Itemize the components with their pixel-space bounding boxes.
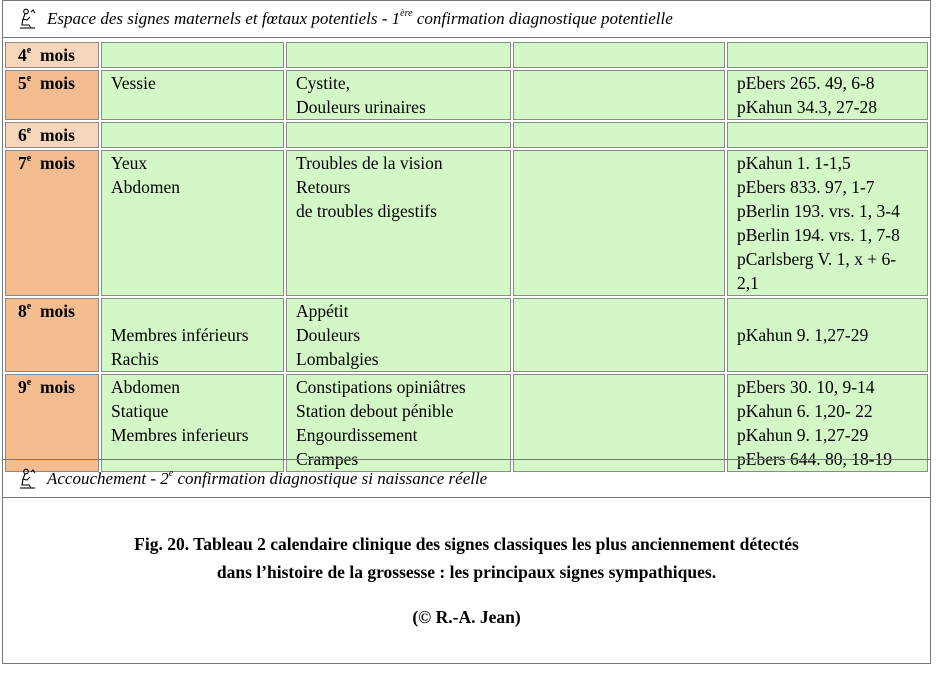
table-row: [5, 374, 928, 472]
cell-line: [111, 299, 283, 323]
month-sup: e: [26, 377, 32, 389]
cell-line: pKahun 6. 1,20- 22: [737, 401, 873, 421]
extra-cell: [513, 298, 725, 372]
organ-cell: [101, 374, 284, 472]
caption-line-2: dans l’histoire de la grossesse : les principaux signes sympathiques.: [216, 562, 717, 582]
signs-cell: [286, 70, 511, 120]
refs-cell: [727, 70, 928, 120]
cell-line: Station debout pénible: [296, 401, 454, 421]
month-cell: [5, 298, 99, 372]
month-cell: [5, 70, 99, 120]
month-number: 9: [18, 377, 27, 397]
seated-figure-hieroglyph-icon: [17, 8, 39, 30]
month-sup: e: [26, 45, 32, 57]
cell-line: pEbers 30. 10, 9-14: [737, 377, 875, 397]
refs-cell: [727, 298, 928, 372]
cell-line: Engourdissement: [296, 425, 418, 445]
table-row: [5, 42, 928, 68]
cell-line: Retours: [296, 177, 351, 197]
month-sup: e: [26, 73, 32, 85]
cell-line: pEbers 265. 49, 6-8: [737, 73, 875, 93]
refs-cell: [727, 150, 928, 296]
table-row: [5, 70, 928, 120]
extra-cell: [513, 70, 725, 120]
signs-cell: [286, 122, 511, 148]
signs-table: [3, 40, 930, 474]
cell-line: Membres inférieurs: [111, 325, 249, 345]
cell-line: pKahun 9. 1,27-29: [737, 425, 869, 445]
footer-text: Accouchement - 2e confirmation diagnostique si naissance réelle: [47, 467, 488, 488]
cell-line: Vessie: [111, 73, 156, 93]
organ-cell: [101, 122, 284, 148]
table-row: [5, 150, 928, 296]
cell-line: Douleurs: [296, 325, 361, 345]
cell-line: Rachis: [111, 349, 159, 369]
month-cell: [5, 122, 99, 148]
header-text: Espace des signes maternels et fœtaux potentiels - 1ère confirmation diagnostique potentielle: [47, 8, 673, 28]
month-number: 7: [18, 153, 27, 173]
cell-line: de troubles digestifs: [296, 201, 437, 221]
extra-cell: [513, 42, 725, 68]
refs-cell: [727, 42, 928, 68]
organ-cell: [101, 70, 284, 120]
cell-line: Constipations opiniâtres: [296, 377, 466, 397]
cell-line: pBerlin 193. vrs. 1, 3-4: [737, 201, 900, 221]
month-number: 8: [18, 301, 27, 321]
month-cell: [5, 374, 99, 472]
figure-caption: [3, 530, 930, 586]
cell-line: Abdomen: [111, 377, 181, 397]
table-row: [5, 122, 928, 148]
cell-line: Troubles de la vision: [296, 153, 443, 173]
month-number: 5: [18, 73, 27, 93]
month-word: mois: [39, 301, 75, 321]
month-sup: e: [26, 301, 32, 313]
cell-line: Abdomen: [111, 177, 181, 197]
month-word: mois: [39, 73, 75, 93]
refs-cell: [727, 374, 928, 472]
cell-line: Membres inferieurs: [111, 425, 249, 445]
month-word: mois: [39, 377, 75, 397]
cell-line: pEbers 644. 80, 18-19: [737, 449, 893, 469]
refs-cell: [727, 122, 928, 148]
seated-figure-hieroglyph-icon: [17, 468, 39, 490]
table-row: [5, 298, 928, 372]
cell-line: 2,1: [737, 273, 759, 293]
organ-cell: [101, 150, 284, 296]
month-number: 4: [18, 45, 27, 65]
extra-cell: [513, 374, 725, 472]
footer-banner: [3, 459, 930, 498]
organ-cell: [101, 298, 284, 372]
cell-line: Statique: [111, 401, 169, 421]
copyright: (© R.-A. Jean): [412, 607, 521, 627]
month-cell: [5, 42, 99, 68]
cell-line: pKahun 1. 1-1,5: [737, 153, 851, 173]
cell-line: Appétit: [296, 301, 349, 321]
month-number: 6: [18, 125, 27, 145]
header-banner: [3, 1, 930, 38]
cell-line: pCarlsberg V. 1, x + 6-: [737, 249, 897, 269]
month-word: mois: [39, 45, 75, 65]
caption-line-1: Fig. 20. Tableau 2 calendaire clinique des signes classiques les plus anciennement détectés: [134, 534, 799, 554]
cell-line: pKahun 34.3, 27-28: [737, 97, 877, 117]
signs-cell: [286, 298, 511, 372]
cell-line: Crampes: [296, 449, 359, 469]
cell-line: pEbers 833. 97, 1-7: [737, 177, 875, 197]
month-cell: [5, 150, 99, 296]
extra-cell: [513, 122, 725, 148]
cell-line: pKahun 9. 1,27-29: [737, 325, 869, 345]
cell-line: Lombalgies: [296, 349, 379, 369]
month-sup: e: [26, 125, 32, 137]
month-word: mois: [39, 153, 75, 173]
organ-cell: [101, 42, 284, 68]
cell-line: [737, 299, 927, 323]
month-word: mois: [39, 125, 75, 145]
extra-cell: [513, 150, 725, 296]
cell-line: Cystite,: [296, 73, 350, 93]
signs-cell: [286, 374, 511, 472]
month-sup: e: [26, 153, 32, 165]
cell-line: pBerlin 194. vrs. 1, 7-8: [737, 225, 900, 245]
cell-line: Yeux: [111, 153, 148, 173]
cell-line: Douleurs urinaires: [296, 97, 426, 117]
signs-cell: [286, 150, 511, 296]
signs-cell: [286, 42, 511, 68]
